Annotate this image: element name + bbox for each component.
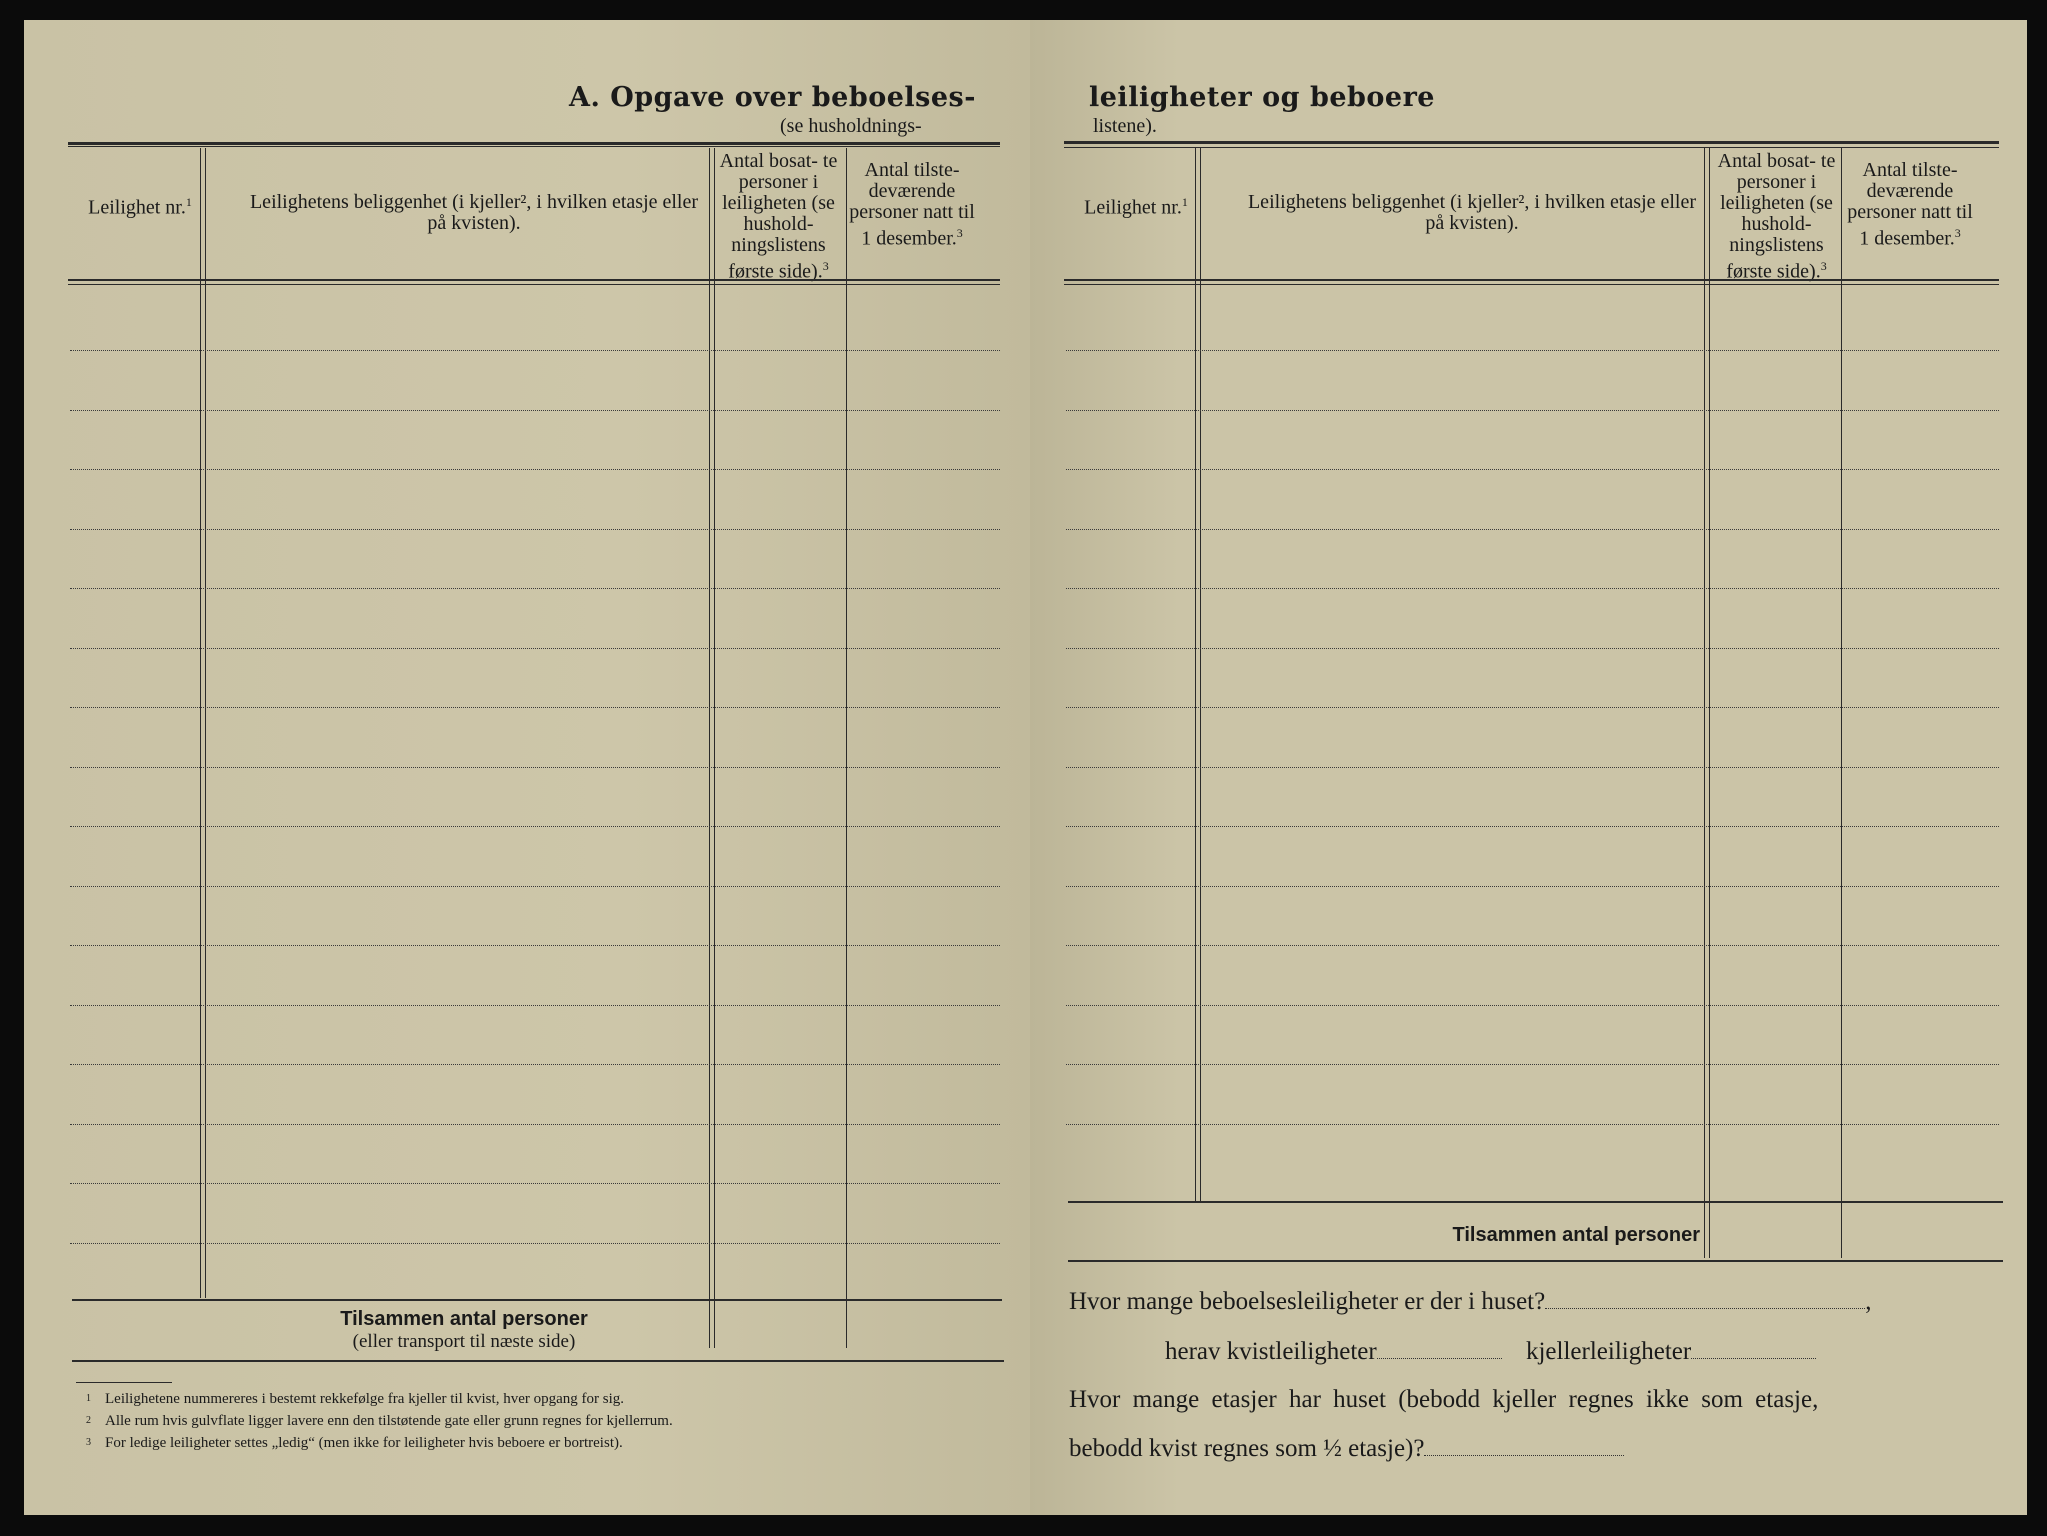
total-top-rule [72,1299,1002,1301]
right-col-divider-1a [1195,148,1196,1201]
answer-apartments-field[interactable] [1545,1308,1865,1309]
right-row-rule [1066,588,1999,589]
right-row-rule [1066,826,1999,827]
right-row-rule [1066,767,1999,768]
header-bottom-rule [68,279,1000,281]
col-divider-1a [200,148,201,1298]
left-row-rule [70,886,1000,887]
right-row-rule [1066,886,1999,887]
left-subtitle: (se husholdnings- [780,115,922,137]
col-divider-2a [709,148,710,1348]
left-row-rule [70,469,1000,470]
col-divider-1b [205,148,206,1298]
right-row-rule [1066,1124,1999,1125]
left-row-rule [70,826,1000,827]
left-page [24,20,1030,1515]
right-col-header-present-persons: Antal tilste- deværende personer natt til 1 desember.$^3$ [1847,159,1973,250]
right-row-rule [1066,350,1999,351]
footnote-3: $^3$ For ledige leiligheter settes „ledig“ (men ikke for leiligheter hvis beboere er bortreist). [86,1435,623,1451]
left-row-rule [70,1243,1000,1244]
left-total-label: Tilsammen antal personer (eller transport til næste side) [340,1308,588,1352]
footnote-rule [76,1382,172,1383]
right-total-label: Tilsammen antal personer [1452,1224,1700,1246]
right-row-rule [1066,945,1999,946]
col-divider-3 [846,148,847,1348]
left-title: A. Opgave over beboelses- [569,82,976,113]
question-attic-basement: herav kvistleiligheter kjellerleiligheter [1165,1338,1816,1366]
header-bottom-rule-thin [68,284,1000,285]
footnote-1: $^1$ Leilighetene nummereres i bestemt rekkefølge fra kjeller til kvist, hver opgang for sig. [86,1391,624,1407]
right-col-divider-3 [1841,148,1842,1258]
left-row-rule [70,1005,1000,1006]
left-row-rule [70,767,1000,768]
col-header-present-persons: Antal tilste- deværende personer natt til 1 desember.$^3$ [849,159,975,250]
right-col-header-location: Leilighetens beliggenhet (i kjeller², i hvilken etasje eller på kvisten). [1247,191,1697,234]
left-row-rule [70,707,1000,708]
right-total-top-rule [1068,1201,2003,1203]
left-row-rule [70,410,1000,411]
right-title: leiligheter og beboere [1089,82,1435,113]
left-row-rule [70,945,1000,946]
left-row-rule [70,1064,1000,1065]
left-row-rule [70,1183,1000,1184]
answer-attic-field[interactable] [1377,1358,1502,1359]
question-floors-line2: bebodd kvist regnes som ½ etasje)? [1069,1435,1624,1463]
right-total-bottom-rule [1068,1260,2003,1262]
footnote-2: $^2$ Alle rum hvis gulvflate ligger lavere enn den tilstøtende gate eller grunn regnes for kjellerrum. [86,1413,673,1429]
col-header-apartment-no: Leilighet nr.$^1$ [88,195,192,219]
left-row-rule [70,648,1000,649]
right-header-top-rule [1064,141,1999,144]
right-row-rule [1066,469,1999,470]
right-row-rule [1066,410,1999,411]
header-top-rule-thin [68,146,1000,147]
total-bottom-rule [72,1360,1004,1362]
right-row-rule [1066,1064,1999,1065]
right-col-divider-1b [1200,148,1201,1201]
right-subtitle: listene). [1093,115,1157,137]
left-row-rule [70,350,1000,351]
col-header-resident-persons: Antal bosat- te personer i leiligheten (se hushold- ningslistens første side).$^3$ [719,150,838,283]
right-row-rule [1066,529,1999,530]
answer-basement-field[interactable] [1691,1358,1816,1359]
right-row-rule [1066,707,1999,708]
header-top-rule [68,142,1000,145]
right-header-bottom-rule-thin [1064,284,1999,285]
question-apartments: Hvor mange beboelsesleiligheter er der i huset? , [1069,1288,1872,1315]
question-floors-line1: Hvor mange etasjer har huset (bebodd kjeller regnes ikke som etasje, [1069,1386,1819,1413]
left-row-rule [70,529,1000,530]
right-header-top-rule-thin [1064,147,1999,148]
right-col-divider-2b [1709,148,1710,1258]
right-col-header-resident-persons: Antal bosat- te personer i leiligheten (se hushold- ningslistens første side).$^3$ [1717,150,1836,283]
col-header-location: Leilighetens beliggenhet (i kjeller², i hvilken etasje eller på kvisten). [249,191,699,234]
right-col-divider-2a [1704,148,1705,1258]
right-row-rule [1066,648,1999,649]
right-header-bottom-rule [1064,279,1999,281]
right-row-rule [1066,1005,1999,1006]
left-row-rule [70,588,1000,589]
answer-floors-field[interactable] [1424,1455,1624,1456]
right-page [1030,20,2027,1515]
col-divider-2b [714,148,715,1348]
left-row-rule [70,1124,1000,1125]
right-col-header-apartment-no: Leilighet nr.$^1$ [1084,195,1188,219]
